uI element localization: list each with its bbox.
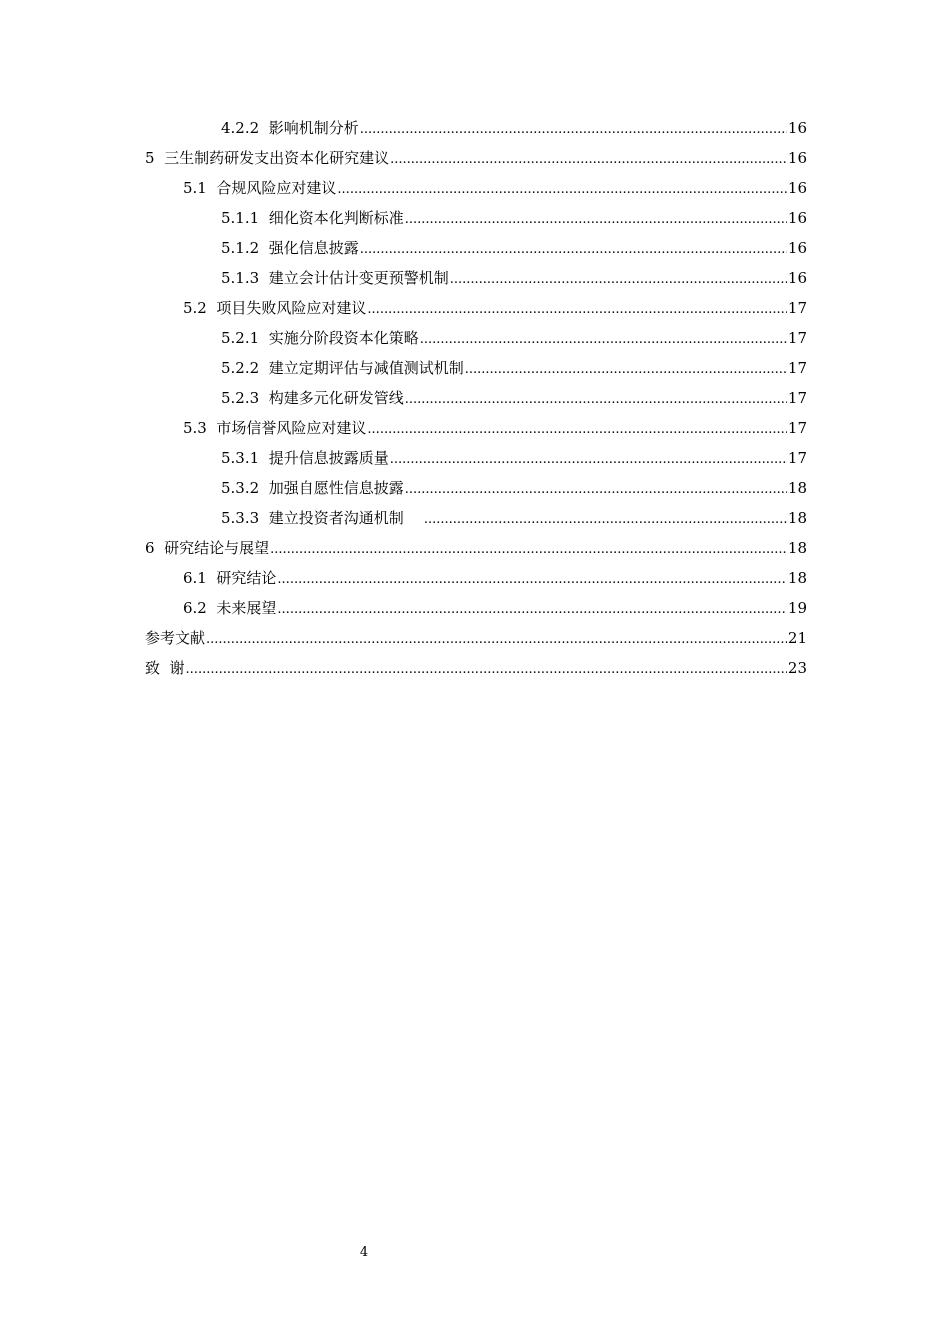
toc-entry-number: 5.3 bbox=[183, 419, 207, 437]
table-of-contents bbox=[0, 113, 950, 683]
toc-entry-number: 5.2 bbox=[183, 299, 207, 317]
toc-entry-page: 16 bbox=[787, 179, 807, 197]
toc-entry-number: 5.1 bbox=[183, 179, 207, 197]
toc-entry-title: 市场信誉风险应对建议 bbox=[216, 419, 367, 437]
toc-entry-number: 5.2.2 bbox=[221, 359, 260, 377]
toc-entry-page: 17 bbox=[787, 359, 807, 377]
toc-entry-page: 16 bbox=[787, 209, 807, 227]
toc-entry-title: 构建多元化研发管线 bbox=[268, 389, 404, 407]
toc-entry-page: 17 bbox=[787, 299, 807, 317]
toc-entry-title: 细化资本化判断标准 bbox=[268, 209, 404, 227]
toc-entry-title: 建立投资者沟通机制 bbox=[268, 509, 404, 527]
toc-entry-page: 16 bbox=[787, 239, 807, 257]
toc-entry-page: 16 bbox=[787, 119, 807, 137]
toc-entry-number: 5.3.1 bbox=[221, 449, 260, 467]
toc-dot-leader bbox=[186, 655, 787, 685]
toc-entry[interactable] bbox=[0, 653, 950, 683]
toc-entry-number: 5.2.1 bbox=[221, 329, 260, 347]
toc-entry-page: 18 bbox=[787, 569, 807, 587]
toc-dot-leader bbox=[405, 205, 787, 235]
toc-entry-number: 5.1.1 bbox=[221, 209, 260, 227]
toc-dot-leader bbox=[450, 265, 787, 295]
toc-entry[interactable] bbox=[0, 563, 950, 593]
toc-dot-leader bbox=[420, 325, 787, 355]
toc-entry[interactable] bbox=[0, 503, 950, 533]
toc-dot-leader bbox=[360, 115, 787, 145]
toc-entry-page: 18 bbox=[787, 479, 807, 497]
toc-entry-title: 三生制药研发支出资本化研究建议 bbox=[164, 149, 390, 167]
toc-dot-leader bbox=[360, 235, 787, 265]
toc-entry-title: 建立会计估计变更预警机制 bbox=[268, 269, 449, 287]
toc-entry-title: 项目失败风险应对建议 bbox=[216, 299, 367, 317]
toc-entry-page: 18 bbox=[787, 539, 807, 557]
toc-dot-leader bbox=[390, 145, 787, 175]
toc-entry-number: 6.2 bbox=[183, 599, 207, 617]
toc-entry-number: 5.3.2 bbox=[221, 479, 260, 497]
toc-dot-leader bbox=[367, 295, 786, 325]
toc-entry-title: 提升信息披露质量 bbox=[268, 449, 389, 467]
toc-entry[interactable] bbox=[0, 443, 950, 473]
toc-entry-number: 5 bbox=[145, 149, 155, 167]
toc-entry[interactable] bbox=[0, 473, 950, 503]
toc-entry[interactable] bbox=[0, 203, 950, 233]
toc-entry-number: 4.2.2 bbox=[221, 119, 260, 137]
toc-entry-number: 5.1.2 bbox=[221, 239, 260, 257]
toc-dot-leader bbox=[424, 505, 787, 535]
toc-dot-leader bbox=[270, 535, 787, 565]
toc-entry-page: 19 bbox=[787, 599, 807, 617]
toc-entry-page: 16 bbox=[787, 149, 807, 167]
toc-dot-leader bbox=[390, 445, 787, 475]
toc-entry[interactable] bbox=[0, 323, 950, 353]
toc-dot-leader bbox=[337, 175, 786, 205]
toc-entry[interactable] bbox=[0, 173, 950, 203]
toc-entry-page: 16 bbox=[787, 269, 807, 287]
toc-entry[interactable] bbox=[0, 383, 950, 413]
toc-entry[interactable] bbox=[0, 353, 950, 383]
toc-entry-number: 5.3.3 bbox=[221, 509, 260, 527]
toc-entry[interactable] bbox=[0, 263, 950, 293]
toc-entry[interactable] bbox=[0, 413, 950, 443]
toc-entry-title: 建立定期评估与减值测试机制 bbox=[268, 359, 464, 377]
toc-entry-page: 17 bbox=[787, 389, 807, 407]
toc-entry-title: 参考文献 bbox=[145, 629, 206, 647]
toc-entry-page: 17 bbox=[787, 329, 807, 347]
toc-entry[interactable] bbox=[0, 233, 950, 263]
toc-entry-number: 6 bbox=[145, 539, 155, 557]
toc-entry-title: 研究结论 bbox=[216, 569, 277, 587]
toc-entry-title: 加强自愿性信息披露 bbox=[268, 479, 404, 497]
toc-entry[interactable] bbox=[0, 293, 950, 323]
toc-dot-leader bbox=[405, 475, 787, 505]
toc-dot-leader bbox=[405, 385, 787, 415]
toc-dot-leader bbox=[277, 565, 786, 595]
toc-dot-leader bbox=[206, 625, 787, 655]
toc-entry-title: 未来展望 bbox=[216, 599, 277, 617]
toc-entry-title: 影响机制分析 bbox=[268, 119, 359, 137]
toc-entry[interactable] bbox=[0, 143, 950, 173]
toc-entry-title: 强化信息披露 bbox=[268, 239, 359, 257]
toc-entry-title: 研究结论与展望 bbox=[164, 539, 270, 557]
toc-entry[interactable] bbox=[0, 593, 950, 623]
toc-entry-page: 21 bbox=[787, 629, 807, 647]
toc-entry-page: 18 bbox=[787, 509, 807, 527]
toc-dot-leader bbox=[465, 355, 787, 385]
toc-entry-page: 17 bbox=[787, 449, 807, 467]
toc-entry-title: 致 谢 bbox=[145, 659, 185, 677]
page-number: 4 bbox=[359, 1245, 369, 1260]
toc-entry-number: 5.2.3 bbox=[221, 389, 260, 407]
toc-entry-number: 5.1.3 bbox=[221, 269, 260, 287]
toc-dot-leader bbox=[367, 415, 786, 445]
toc-entry[interactable] bbox=[0, 113, 950, 143]
toc-entry-page: 23 bbox=[787, 659, 807, 677]
toc-entry-title: 实施分阶段资本化策略 bbox=[268, 329, 419, 347]
toc-entry-page: 17 bbox=[787, 419, 807, 437]
toc-entry[interactable] bbox=[0, 623, 950, 653]
toc-entry[interactable] bbox=[0, 533, 950, 563]
toc-entry-title: 合规风险应对建议 bbox=[216, 179, 337, 197]
toc-dot-leader bbox=[277, 595, 786, 625]
toc-entry-number: 6.1 bbox=[183, 569, 207, 587]
